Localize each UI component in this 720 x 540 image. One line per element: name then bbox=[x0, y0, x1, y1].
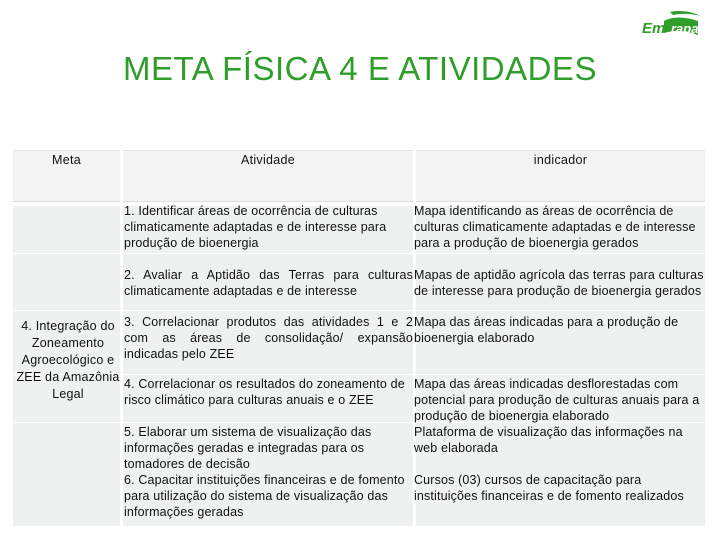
row-divider bbox=[13, 253, 705, 254]
row-4-atividade: 4. Correlacionar os resultados do zoneamento de risco climático para culturas anuais e o ZEE bbox=[124, 377, 405, 407]
row-6-atividade: 6. Capacitar instituições financeiras e de fomento para utilização do sistema de visualização das informações geradas bbox=[124, 473, 405, 519]
page-title: META FÍSICA 4 E ATIVIDADES bbox=[123, 50, 597, 87]
row-3-atividade: 3. Correlacionar produtos das atividades 1 e 2 com as áreas de consolidação/ expansão indicadas pelo ZEE bbox=[124, 315, 413, 361]
row-1-indicador: Mapa identificando as áreas de ocorrência de culturas climaticamente adaptadas e de interesse para a produção de bioenergia gerados bbox=[414, 204, 696, 250]
row-2-atividade: 2. Avaliar a Aptidão das Terras para culturas climaticamente adaptadas e de interesse bbox=[124, 268, 413, 298]
header-atividade: Atividade bbox=[123, 150, 413, 202]
row-2-indicador: Mapas de aptidão agrícola das terras para culturas de interesse para produção de bioenergia gerados bbox=[414, 268, 704, 298]
meta-value: 4. Integração do Zoneamento Agroecológico e ZEE da Amazônia Legal bbox=[16, 319, 120, 401]
row-divider bbox=[13, 310, 705, 311]
header-indicador: indicador bbox=[416, 150, 705, 202]
svg-text:Em: Em bbox=[642, 20, 666, 37]
svg-text:rapa: rapa bbox=[671, 21, 699, 36]
embrapa-logo bbox=[640, 8, 702, 40]
header-meta: Meta bbox=[13, 150, 120, 202]
row-1-atividade: 1. Identificar áreas de ocorrência de culturas climaticamente adaptadas e de interesse para produção de bioenergia bbox=[124, 204, 387, 250]
row-3-indicador: Mapa das áreas indicadas para a produção de bioenergia elaborado bbox=[414, 315, 679, 345]
row-5-indicador: Plataforma de visualização das informações na web elaborada bbox=[414, 425, 683, 455]
embrapa-logo-icon bbox=[640, 8, 702, 40]
row-4-indicador: Mapa das áreas indicadas desflorestadas com potencial para produção de culturas anuais para a produção de bioenergia elaborado bbox=[414, 377, 700, 423]
row-5-atividade: 5. Elaborar um sistema de visualização das informações geradas e integradas para os tomadores de decisão bbox=[124, 425, 372, 471]
meta-activities-table bbox=[13, 150, 705, 526]
row-6-indicador: Cursos (03) cursos de capacitação para instituições financeiras e de fomento realizados bbox=[414, 473, 684, 503]
